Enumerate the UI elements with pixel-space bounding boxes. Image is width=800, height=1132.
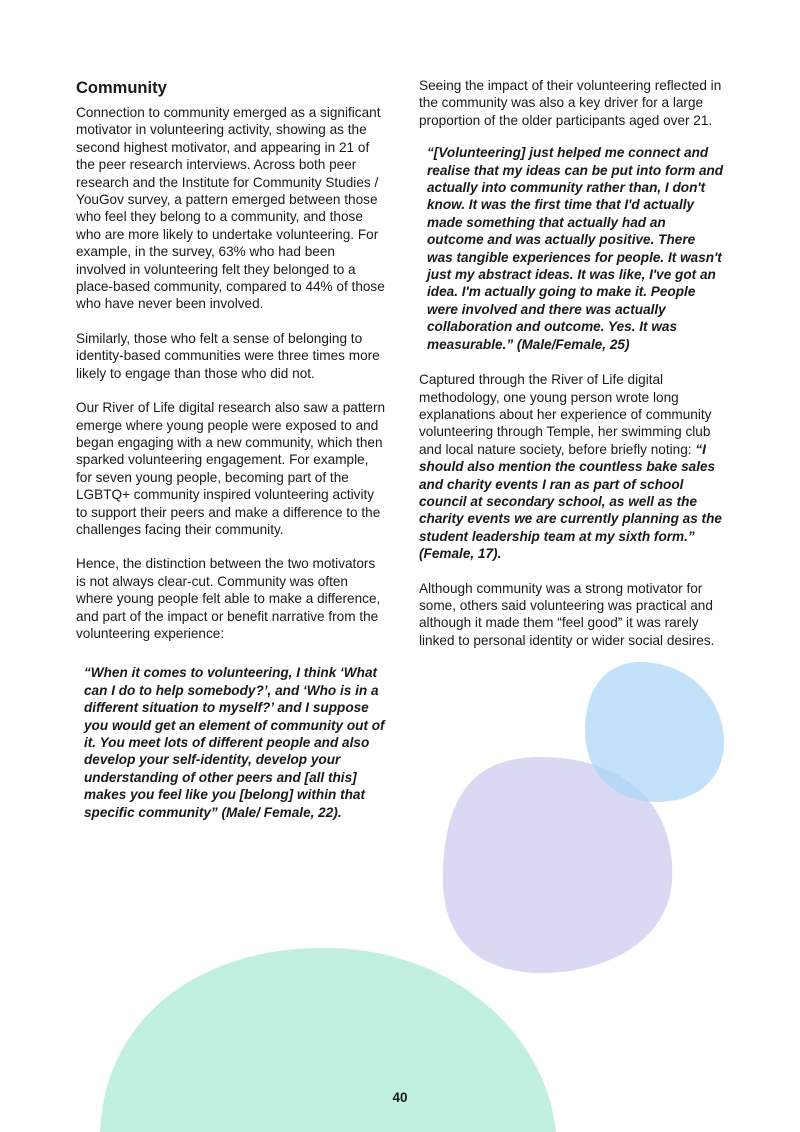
paragraph-distinction: Hence, the distinction between the two motivators is not always clear-cut. Community was often where young people felt able to make a difference, and part of the impact or benefit narrative from the volunteering experience: (76, 556, 381, 641)
quote-helping-somebody: “When it comes to volunteering, I think ‘What can I do to help somebody?’, and ‘Who is in a different situation to myself?’ and I suppose you would get an element of community out of it. You meet lots of different people and also develop your self-identity, develop your understanding of other peers and [all this] makes you feel like you [belong] within that specific community” (Male/ Female, 22). (84, 665, 385, 820)
paragraph-community-connection: Connection to community emerged as a significant motivator in volunteering activity, showing as the second highest motivator, and appearing in 21 of the peer research interviews. Across both peer research and the Institute for Community Studies / YouGov survey, a pattern emerged between those who feel they belong to a community, and those who are more likely to undertake volunteering. For example, in the survey, 63% who had been involved in volunteering felt they belonged to a place-based community, compared to 44% of those who have never been involved. (76, 105, 385, 312)
blue-blob-shape (585, 662, 724, 802)
paragraph-lead-text: Captured through the River of Life digital methodology, one young person wrote long explanations about her experience of community volunteering through Temple, her swimming club and local nature society, before briefly noting: (419, 372, 712, 457)
paragraph-identity-belonging: Similarly, those who felt a sense of belonging to identity-based communities were three times more likely to engage than those who did not. (76, 330, 380, 381)
quote-bake-sales: “I should also mention the countless bake sales and charity events I ran as part of school council at secondary school, as well as the charity events we are currently planning as the student leadership team at my sixth form.” (Female, 17). (419, 441, 722, 562)
paragraph-practical-motivator: Although community was a strong motivator for some, others said volunteering was practical and although it made them “feel good” it was rarely linked to personal identity or wider social desires. (419, 580, 715, 648)
paragraph-river-of-life: Our River of Life digital research also saw a pattern emerge where young people were exposed to and began engaging with a new community, which then sparked volunteering engagement. For example, for seven young people, becoming part of the LGBTQ+ community inspired volunteering activity to support their peers and make a difference to the challenges facing their community. (76, 400, 386, 537)
quote-volunteering-connect: “[Volunteering] just helped me connect and realise that my ideas can be put into form and actually into community rather than, I don't know. It was the first time that I'd actually made something that actually had an outcome and was actually positive. There was tangible experiences for people. It wasn't just my abstract ideas. It was like, I've got an idea. I'm actually going to make it. People were involved and there was actually collaboration and outcome. Yes. It was measurable.” (Male/Female, 25) (427, 145, 724, 352)
left-column (76, 78, 388, 839)
section-heading: Community (76, 79, 167, 97)
paragraph-impact-reflected: Seeing the impact of their volunteering reflected in the community was also a key driver for a large proportion of the older participants aged over 21. (419, 78, 722, 128)
paragraph-captured-river-of-life (419, 371, 724, 562)
right-column (419, 77, 724, 666)
page-number: 40 (392, 1090, 408, 1105)
